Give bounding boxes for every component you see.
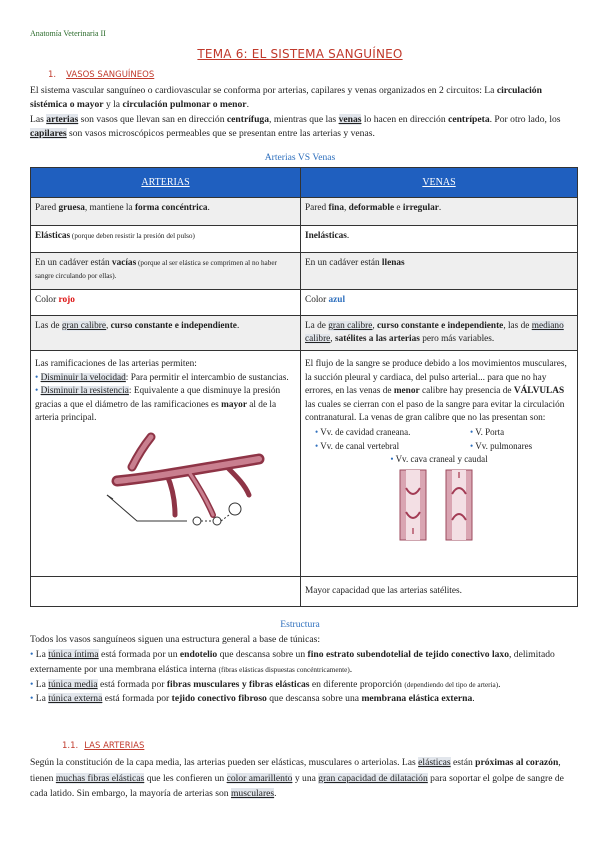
cell-arterias: Elásticas (porque deben resistir la presión del pulso) bbox=[31, 225, 301, 252]
list-item: • V. Porta bbox=[470, 426, 505, 437]
cell-arterias bbox=[31, 351, 301, 577]
table-row bbox=[31, 577, 578, 607]
vessel-branch bbox=[167, 475, 175, 515]
intro-paragraph-2: Las arterias son vasos que llevan san en dirección centrífuga, mientras que las venas lo hacen en dirección centrípeta. Por otro lado, los capilares son vasos microscópicos permeables que se presentan entre las arterias y venas. bbox=[30, 113, 561, 140]
section-heading-vasos bbox=[48, 69, 154, 81]
cell-venas: Color azul bbox=[301, 289, 578, 315]
table-row bbox=[31, 225, 578, 252]
list-item: • La túnica íntima está formada por un endotelio que descansa sobre un fino estrato subendotelial de tejido conectivo laxo, delimitado externamente por una membrana elástica interna (fibras elásticas dispuestas concéntricamente). bbox=[30, 648, 555, 675]
cell-venas: El flujo de la sangre se produce debido a los movimientos musculares, la succión pleural y cardiaca, del pulso arterial... para que no hay errores, en las venas de menor calibre hay presencia de VÁLVULAS las cuales se cierran con el paso de la sangre para evitar la circulación contranatural. La venas de gran calibre que no las presentan son: • Vv. de cavidad craneana. • V. Porta • Vv. de canal vertebral • Vv. pulmonares • Vv. cava craneal y caudal bbox=[301, 351, 578, 577]
subsection-number: 1.1. bbox=[62, 741, 79, 751]
table-row bbox=[31, 197, 578, 225]
list-item: • Disminuir la velocidad: Para permitir el intercambio de sustancias. bbox=[35, 372, 289, 383]
diagram-node bbox=[229, 503, 241, 515]
list-item: • Vv. de canal vertebral bbox=[315, 440, 400, 451]
section-title: VASOS SANGUÍNEOS bbox=[66, 70, 155, 80]
table-caption: Arterias VS Venas bbox=[264, 152, 336, 163]
table-row bbox=[31, 252, 578, 289]
artery-branching-illustration bbox=[77, 429, 277, 539]
cell-arterias: Pared gruesa, mantiene la forma concéntrica. bbox=[31, 197, 301, 225]
table-row bbox=[31, 351, 578, 577]
intro-paragraph-1: El sistema vascular sanguíneo o cardiovascular se conforma por arterias, capilares y venas organizados en 2 circuitos: La circulación sistémica o mayor y la circulación pulmonar o menor. bbox=[30, 85, 542, 111]
cell-venas: Pared fina, deformable e irregular. bbox=[301, 197, 578, 225]
header-venas: VENAS bbox=[301, 168, 578, 198]
cell-venas: La de gran calibre, curso constante e independiente, las de mediano calibre, satélites a las arterias pero más variables. bbox=[301, 315, 578, 351]
ramificaciones-intro: Las ramificaciones de las arterias permiten: bbox=[35, 359, 197, 370]
arterias-paragraph: Según la constitución de la capa media, las arterias pueden ser elásticas, musculares o arteriolas. Las elásticas están próximas al corazón, tienen muchas fibras elásticas que les confieren un color amarillento y una gran capacidad de dilatación para soportar el golpe de sangre de cada latido. Sin embargo, la mayoría de arterias son musculares. bbox=[30, 757, 564, 800]
cell-venas: Inelásticas. bbox=[301, 225, 578, 252]
page-title: TEMA 6: EL SISTEMA SANGUÍNEO bbox=[197, 47, 403, 61]
list-item: • Vv. de cavidad craneana. bbox=[315, 426, 411, 437]
comparison-table bbox=[30, 167, 578, 607]
section-number: 1. bbox=[48, 70, 57, 80]
cell-venas: Mayor capacidad que las arterias satélites. bbox=[301, 577, 578, 607]
cell-venas: En un cadáver están llenas bbox=[301, 252, 578, 289]
tunicas-text bbox=[30, 633, 578, 707]
vein-lumen bbox=[452, 470, 466, 540]
subsection-title: LAS ARTERIAS bbox=[84, 741, 145, 751]
list-item: • Disminuir la resistencia: Equivalente a que disminuye la presión gracias a que el diámetro de las ramificaciones es mayor al de la arteria principal. bbox=[35, 386, 281, 424]
list-item: • La túnica externa está formada por tejido conectivo fibroso que descansa sobre una membrana elástica externa. bbox=[30, 693, 475, 705]
table-header-row bbox=[31, 168, 578, 198]
cell-arterias bbox=[31, 577, 301, 607]
intro-text bbox=[30, 84, 578, 142]
vein-valves-illustration bbox=[380, 468, 500, 542]
cell-arterias: Las de gran calibre, curso constante e independiente. bbox=[31, 315, 301, 351]
table-row bbox=[31, 289, 578, 315]
list-item: • Vv. cava craneal y caudal bbox=[390, 453, 488, 464]
cell-arterias: Color rojo bbox=[31, 289, 301, 315]
cell-arterias: En un cadáver están vacías (porque al ser elástica se comprimen al no haber sangre circulando por ellas). bbox=[31, 252, 301, 289]
header-arterias: ARTERIAS bbox=[31, 168, 301, 198]
list-item: • La túnica media está formada por fibras musculares y fibras elásticas en diferente proporción (dependiendo del tipo de arteria). bbox=[30, 678, 501, 690]
vein-list bbox=[315, 426, 573, 453]
vessel-branch bbox=[227, 467, 249, 495]
list-item: • Vv. pulmonares bbox=[470, 440, 533, 451]
subsection-heading-arterias bbox=[62, 740, 144, 752]
running-header: Anatomía Veterinaria II bbox=[30, 29, 106, 38]
table-row bbox=[31, 315, 578, 351]
estructura-intro: Todos los vasos sanguíneos siguen una estructura general a base de túnicas: bbox=[30, 634, 320, 645]
estructura-heading: Estructura bbox=[280, 619, 320, 630]
diagram-node bbox=[213, 517, 221, 525]
diagram-node bbox=[193, 517, 201, 525]
